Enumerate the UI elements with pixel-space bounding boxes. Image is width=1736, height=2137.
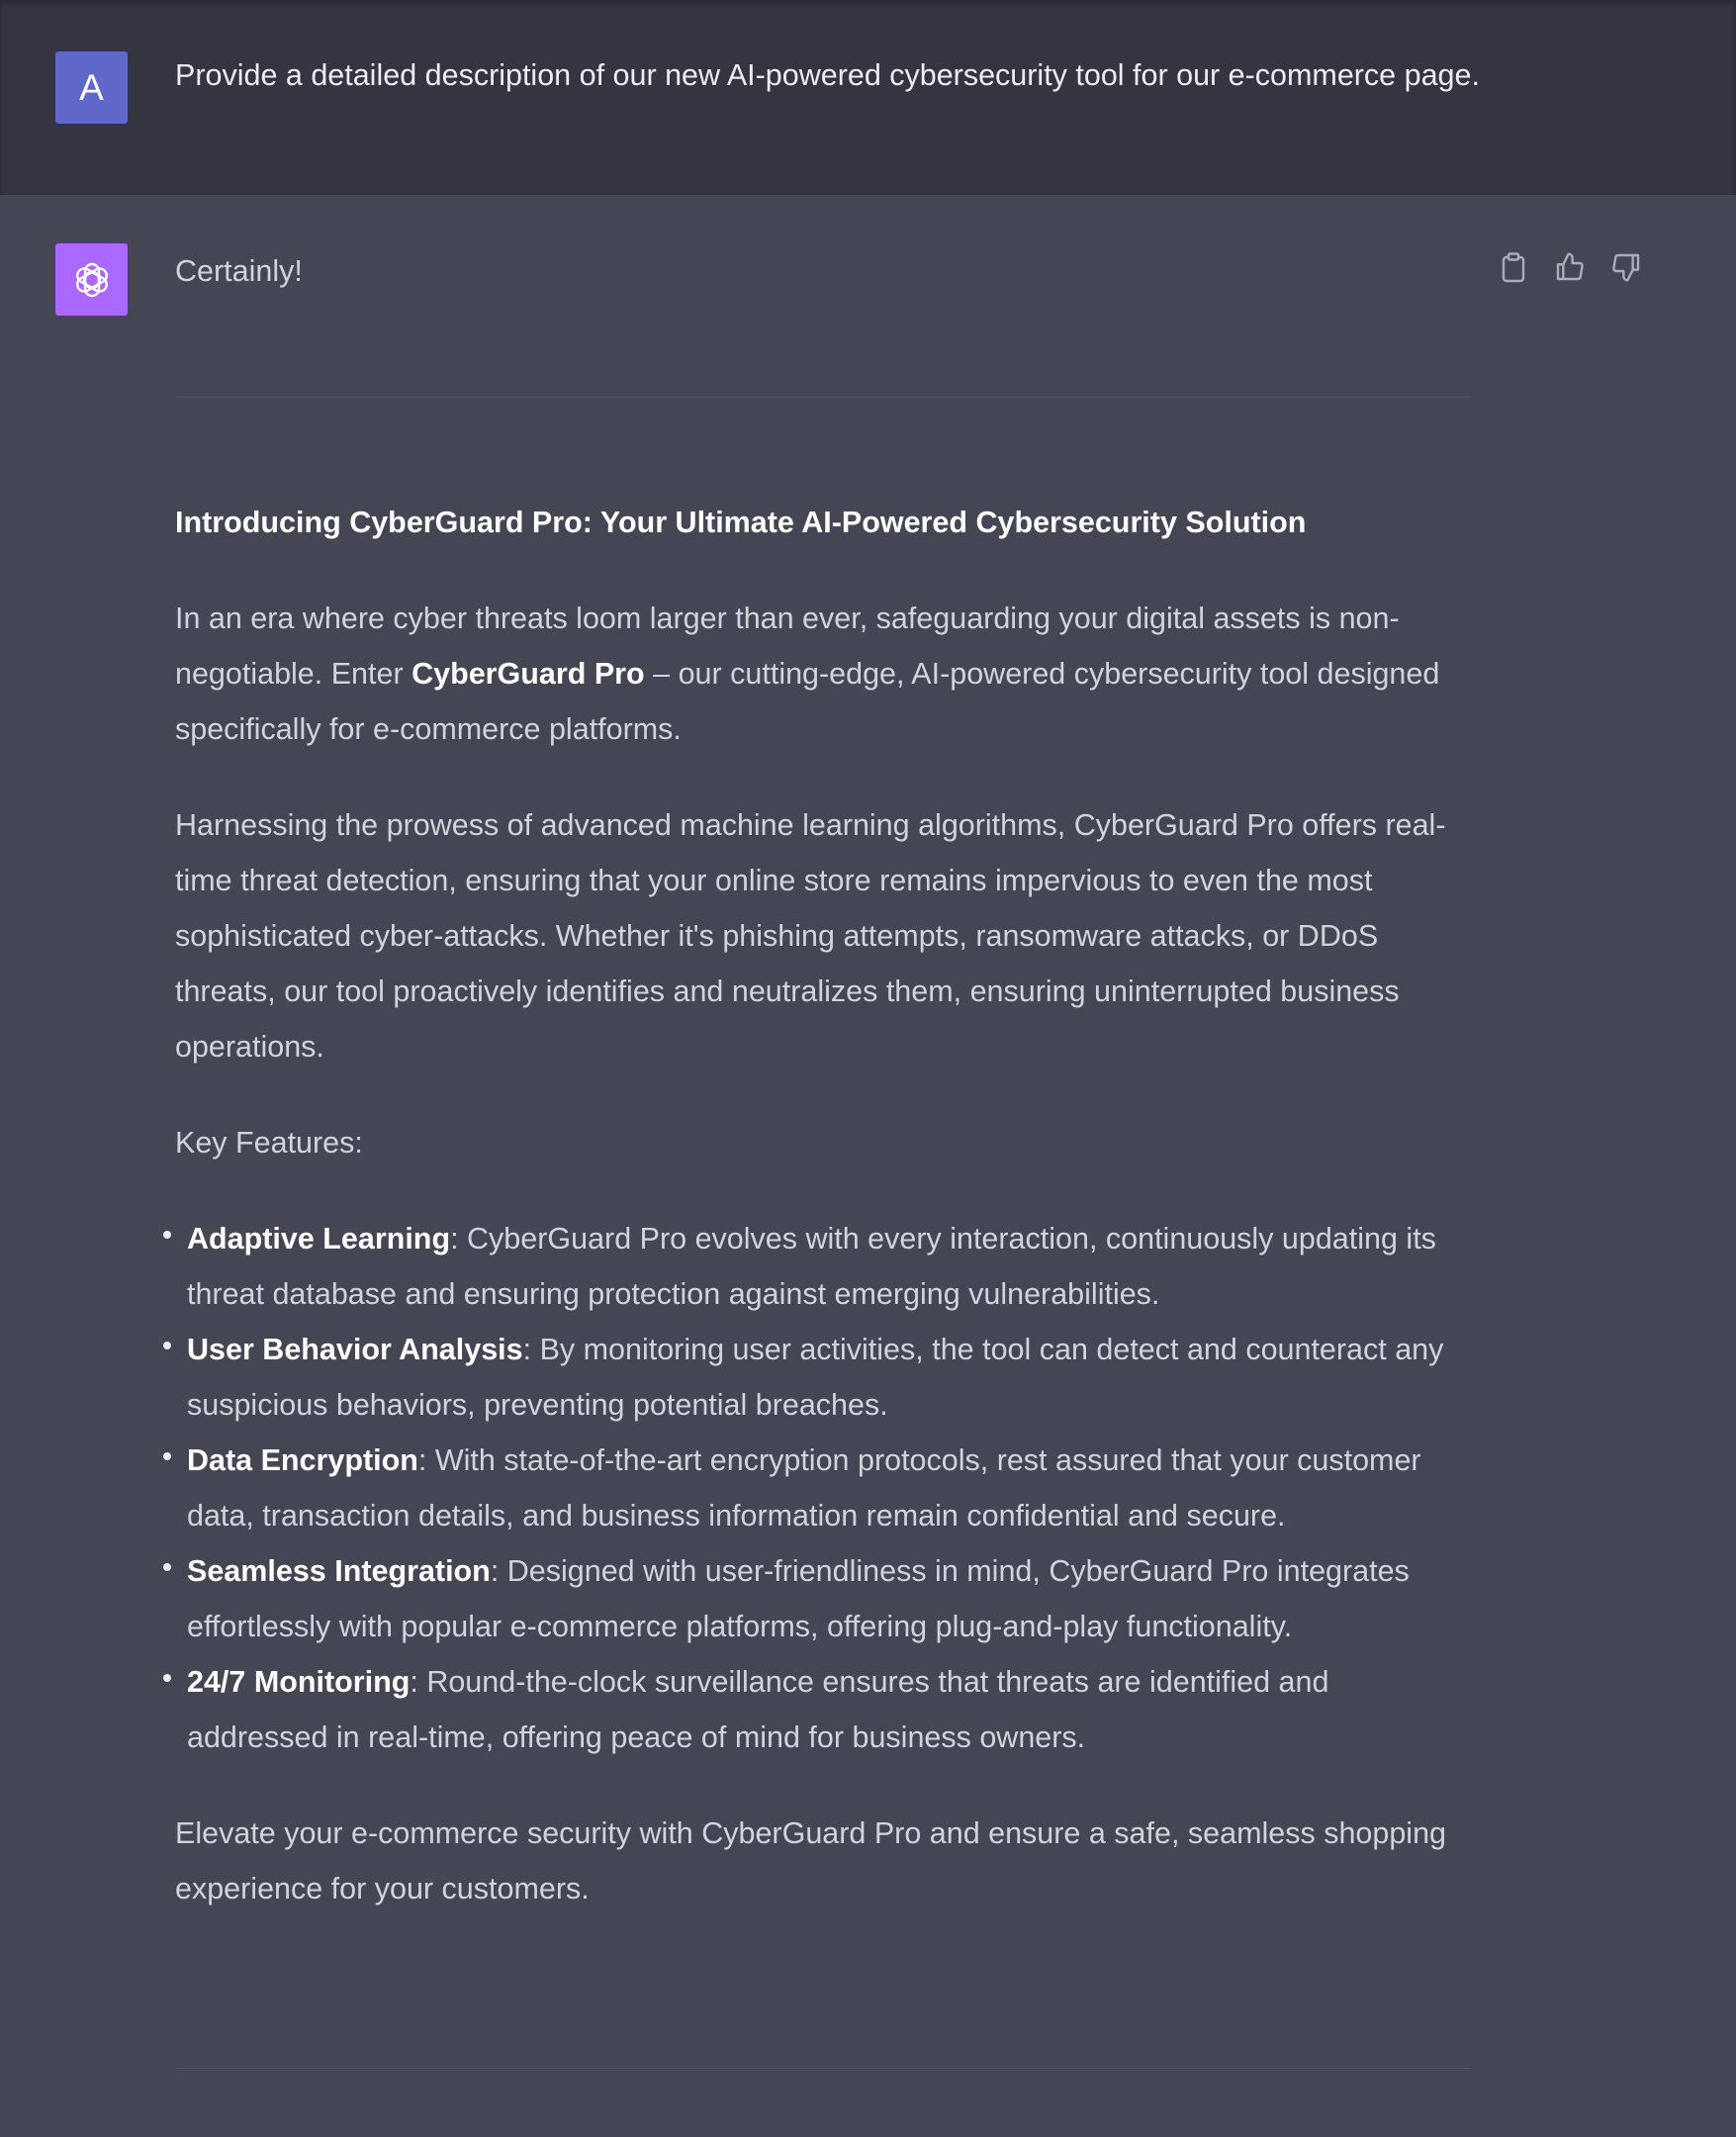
clipboard-icon: [1500, 251, 1527, 283]
message-actions: [1496, 249, 1643, 284]
user-message-text: Provide a detailed description of our new AI-powered cybersecurity tool for our e-commerce page.: [175, 58, 1480, 92]
list-item: [175, 1322, 1471, 1433]
closing-paragraph: Elevate your e-commerce security with CyberGuard Pro and ensure a safe, seamless shopping experience for your customers.: [175, 1816, 1446, 1905]
feature-title: User Behavior Analysis: [187, 1333, 523, 1366]
list-item: [175, 1211, 1471, 1322]
intro-text-end: – our cutting-edge, AI-powered cybersecurity tool designed specifically for e-commerce platforms.: [175, 657, 1440, 746]
user-avatar-letter: A: [79, 66, 104, 108]
copy-button[interactable]: [1496, 249, 1530, 284]
thumbs-down-button[interactable]: [1608, 249, 1643, 284]
thumbs-down-icon: [1610, 251, 1642, 283]
feature-text: : By monitoring user activities, the tool can detect and counteract any suspicious behaviors, preventing potential breaches.: [187, 1333, 1444, 1422]
bottom-divider: [175, 2068, 1471, 2069]
list-item: [175, 1654, 1471, 1765]
feature-text: : Round-the-clock surveillance ensures that threats are identified and addressed in real-time, offering peace of mind for business owners.: [187, 1665, 1329, 1754]
intro-paragraph: [175, 591, 1471, 757]
product-name-bold: CyberGuard Pro: [411, 657, 645, 691]
thumbs-up-icon: [1554, 251, 1586, 283]
assistant-message-body: [175, 495, 1471, 1957]
feature-text: : CyberGuard Pro evolves with every interaction, continuously updating its threat database and ensuring protection against emerging vulnerabilities.: [187, 1222, 1436, 1311]
description-paragraph: Harnessing the prowess of advanced machine learning algorithms, CyberGuard Pro offers real-time threat detection, ensuring that your online store remains impervious to even the most sophisticated cyber-attacks. Whether it's phishing attempts, ransomware attacks, or DDoS threats, our tool proactively identifies and neutralizes them, ensuring uninterrupted business operations.: [175, 808, 1446, 1064]
top-divider: [175, 397, 1471, 398]
feature-title: Data Encryption: [187, 1443, 418, 1477]
response-heading: Introducing CyberGuard Pro: Your Ultimate AI-Powered Cybersecurity Solution: [175, 506, 1307, 539]
user-avatar: [55, 51, 128, 124]
thumbs-up-button[interactable]: [1552, 249, 1587, 284]
assistant-avatar: [55, 243, 128, 316]
user-message-row: [0, 0, 1736, 195]
list-item: [175, 1543, 1471, 1654]
assistant-first-line: Certainly!: [175, 254, 303, 288]
openai-logo-icon: [70, 258, 114, 302]
list-item: [175, 1433, 1471, 1543]
feature-title: 24/7 Monitoring: [187, 1665, 411, 1699]
feature-text: : Designed with user-friendliness in mind, CyberGuard Pro integrates effortlessly with popular e-commerce platforms, offering plug-and-play functionality.: [187, 1554, 1410, 1643]
feature-title: Adaptive Learning: [187, 1222, 451, 1255]
intro-text-start: In an era where cyber threats loom larger than ever, safeguarding your digital assets is non-negotiable. Enter: [175, 602, 1400, 691]
features-list: [175, 1211, 1471, 1765]
feature-title: Seamless Integration: [187, 1554, 491, 1588]
features-label: Key Features:: [175, 1126, 363, 1160]
feature-text: : With state-of-the-art encryption protocols, rest assured that your customer data, transaction details, and business information remain confidential and secure.: [187, 1443, 1421, 1533]
